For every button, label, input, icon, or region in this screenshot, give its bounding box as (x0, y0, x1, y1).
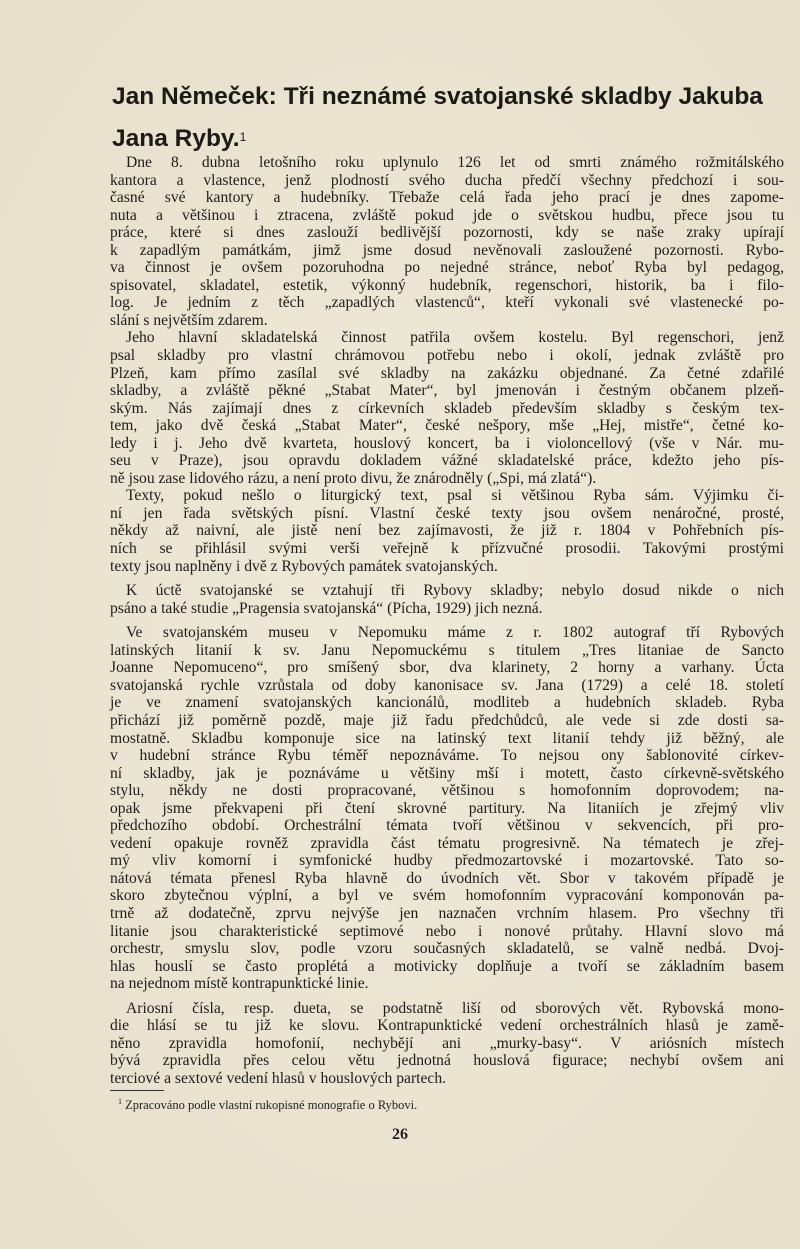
text-line: ní jen řada světských písní. Vlastní české texty jsou ovšem nenáročné, prosté, (110, 504, 784, 522)
text-line: psáno a také studie „Pragensia svatojanská“ (Pícha, 1929) jich nezná. (110, 599, 543, 617)
text-line: mostatně. Skladbu komponuje sice na latinský text litanií tehdy již běžný, ale (110, 729, 784, 747)
footnote: $^1$ Zpracováno podle vlastní rukopisné monografie o Rybovi. (118, 1097, 418, 1113)
text-line: ně jsou zase lidového rázu, a není proto divu, že znárodněly („Spi, má zlatá“). (110, 469, 597, 487)
text-line: va činnost je ovšem pozoruhodna po nejedné stránce, neboť Ryba byl pedagog, (110, 259, 784, 277)
text-line: vedení opakuje rovněž zpravidla část tématu progresivně. Na tématech je zřej- (110, 834, 784, 852)
paragraph (110, 624, 784, 992)
text-line: trně až dodatečně, zprvu nejvýše jen naznačen vrchním hlasem. Pro všechny tři (110, 904, 784, 922)
text-line: nuta a většinou i ztracena, zvláště pokud jde o světskou hudbu, přece jsou tu (110, 206, 784, 224)
page-number: 26 (392, 1126, 408, 1143)
text-line: stylu, někdy ne dosti propracované, většinou s homofonním doprovodem; na- (110, 782, 784, 800)
text-line: Ariosní čísla, resp. dueta, se podstatně liší od sborových vět. Rybovská mono- (126, 999, 784, 1017)
text-line: práce, které si dnes zaslouží bedlivější pozornosti, kdy se naše zraky upírají (110, 224, 784, 242)
text-line: přichází již poměrně pozdě, maje již řadu předchůdců, ale vede si zde dosti sa- (110, 711, 784, 729)
text-line: něno zpravidla homofonií, nechybějí ani „murky-basy“. V ariósních místech (110, 1034, 784, 1052)
text-line: tem, jako dvě česká „Stabat Mater“, české nešpory, mše „Hej, mistře“, četné ko- (110, 417, 784, 435)
text-line: skoro zbytečnou výplní, a byl ve svém homofonním vypracování komponován pa- (110, 887, 784, 905)
text-line: log. Je jedním z těch „zapadlých vlastenců“, kteří vykonali své vlastenecké po- (110, 294, 784, 312)
text-line: k zapadlým památkám, jimž jsme dosud nevěnovali zasloužené pozornosti. Rybo- (110, 241, 784, 259)
text-line: Jeho hlavní skladatelská činnost patřila ovšem kostelu. Byl regenschori, jenž (126, 329, 784, 347)
text-line: Texty, pokud nešlo o liturgický text, psal si většinou Ryba sám. Výjimku či- (126, 487, 784, 505)
text-line: slání s největším zdarem. (110, 311, 268, 329)
text-line: Plzeň, kam přímo zasílal své skladby na zakázku objednané. Za četné zdařilé (110, 364, 784, 382)
article-body (110, 154, 784, 1087)
paragraph (110, 582, 784, 617)
text-line: opak jsme překvapeni při čtení skrovné partitury. Na litaniích je zřejmý vliv (110, 799, 784, 817)
text-line: svatojanská rychle vzrůstala od doby kanonisace sv. Jana (1729) a celé 18. století (110, 676, 784, 694)
text-line: je ve znamení svatojanských kancionálů, modliteb a hudebních skladeb. Ryba (110, 694, 784, 712)
paragraph (110, 487, 784, 575)
title-line-1: Jan Němeček: Tři neznámé svatojanské skladby Jakuba (112, 83, 763, 110)
text-line: někdy až naivní, ale jistě není bez zajímavosti, že již r. 1804 v Pohřebních pís- (110, 522, 784, 540)
text-line: hlas houslí se často proplétá a motivicky doplňuje a tvoří se základním basem (110, 957, 784, 975)
article-title (112, 76, 782, 160)
text-line: skladby, a zvláště pěkné „Stabat Mater“, byl jmenován i čestným občanem plzeň- (110, 382, 784, 400)
text-line: ledy i j. Jeho dvě kvarteta, houslový koncert, ba i violoncellový (vše v Nár. mu- (110, 434, 784, 452)
text-line: orchestr, smyslu slov, podle vzoru současných skladatelů, se valně nedbá. Dvoj- (110, 940, 784, 958)
text-line: nátová témata přenesl Ryba hlavně do úvodních vět. Sbor v takovém případě je (110, 869, 784, 887)
paragraph (110, 154, 784, 329)
text-line: ní skladby, jak je poznáváme u většiny mší i motett, často církevně-světského (110, 764, 784, 782)
title-line-2: Jana Ryby.$^1$ (112, 125, 247, 152)
text-line: psal skladby pro vlastní chrámovou potřebu nebo i okolí, jednak zvláště pro (110, 347, 784, 365)
text-line: na nejednom místě kontrapunktické linie. (110, 975, 369, 993)
text-line: Ve svatojanském museu v Nepomuku máme z r. 1802 autograf tří Rybových (126, 624, 784, 642)
text-line: terciové a sextové vedení hlasů v houslových partech. (110, 1069, 447, 1087)
text-line: texty jsou naplněny i dvě z Rybových památek svatojanských. (110, 557, 498, 575)
text-line: předchozího období. Orchestrální témata tvoří většinou v sekvencích, při pro- (110, 817, 784, 835)
text-line: latinských litanií k sv. Janu Nepomuckému s titulem „Tres litaniae de Sancto (110, 641, 784, 659)
text-line: kantora a vlastence, jenž plodností svého ducha předčí všechny předchozí i sou- (110, 171, 784, 189)
text-line: K úctě svatojanské se vztahují tři Rybovy skladby; nebylo dosud nikde o nich (126, 582, 784, 600)
text-line: die hlásí se tu již ke slovu. Kontrapunktické vedení orchestrálních hlasů je zamě- (110, 1017, 784, 1035)
text-line: časné své kantory a hudebníky. Třebaže celá řada jeho prací je dnes zapome- (110, 189, 784, 207)
footnote-reference: 1 (239, 130, 247, 144)
text-line: mý vliv komorní i symfonické hudby předmozartovské i mozartovské. Tato so- (110, 852, 784, 870)
text-line: bývá zpravidla přes celou větu jednotná houslová figurace; nechybí ovšem ani (110, 1052, 784, 1070)
text-line: ským. Nás zajímají dnes z církevních skladeb především skladby s českým tex- (110, 399, 784, 417)
text-line: v hudební stránce Rybu téměř nepoznáváme. To nejsou ony šablonovité církev- (110, 747, 784, 765)
text-line: Dne 8. dubna letošního roku uplynulo 126 let od smrti známého rožmitálského (126, 154, 784, 171)
text-line: litanie jsou charakteristické septimové nebo i nonové průtahy. Hlavní slovo má (110, 922, 784, 940)
paragraph (110, 329, 784, 487)
text-line: ních se přihlásil svými verši veřejně k přízvučné prosodii. Takovými prostými (110, 540, 784, 558)
text-line: Joanne Nepomuceno“, pro smíšený sbor, dva klarinety, 2 horny a varhany. Úcta (110, 659, 784, 677)
footnote-divider (110, 1090, 164, 1091)
text-line: spisovatel, skladatel, estetik, výkonný hudebník, regenschori, historik, ba i filo- (110, 276, 784, 294)
paragraph (110, 1000, 784, 1088)
text-line: seu v Praze), jsou opravdu dokladem vážné skladatelské práce, kdežto jeho pís- (110, 452, 784, 470)
